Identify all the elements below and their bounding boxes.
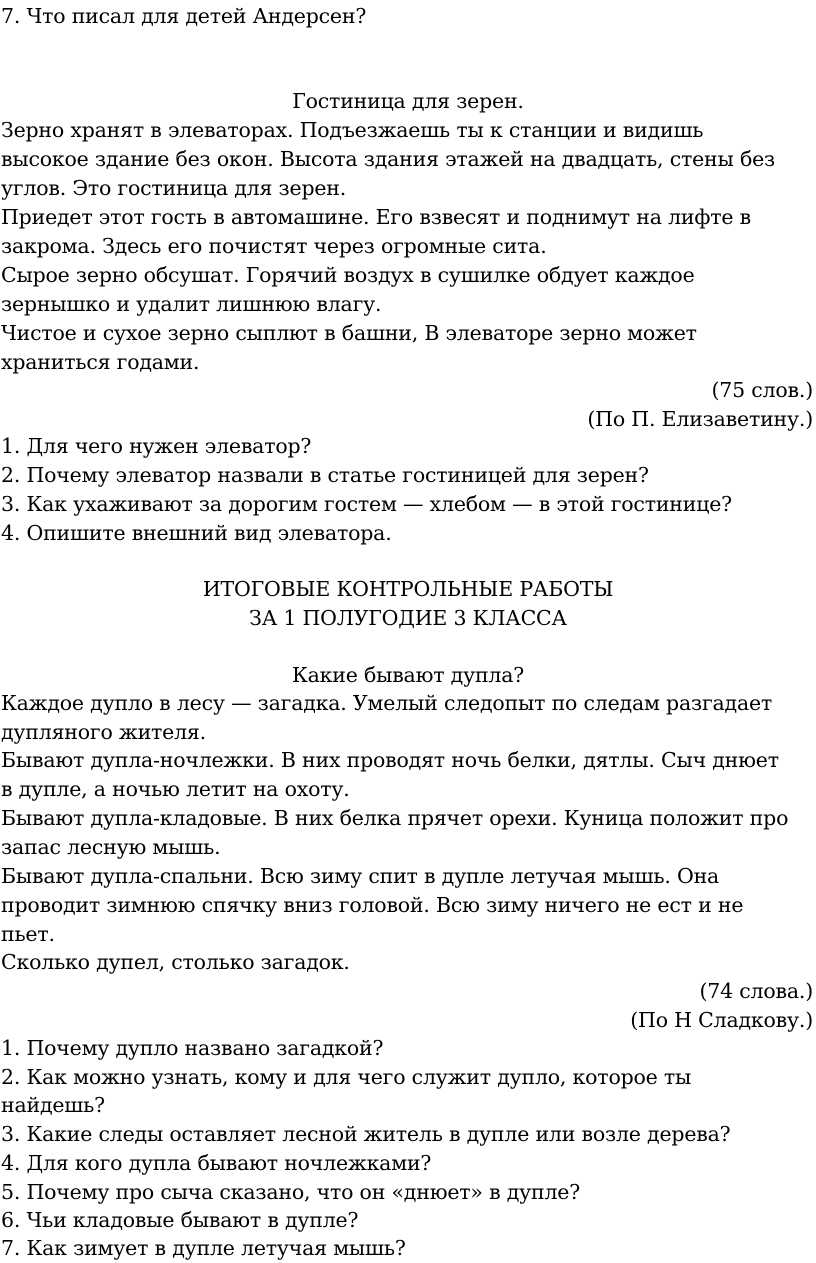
- story-text-line: в дупле, а ночью летит на охоту.: [1, 777, 350, 801]
- story-text-line: проводит зимнюю спячку вниз головой. Всю зиму ничего не ест и не: [1, 893, 744, 917]
- story-author: (По П. Елизаветину.): [587, 407, 813, 431]
- story-text-line: Бывают дупла-спальни. Всю зиму спит в дупле летучая мышь. Она: [1, 864, 720, 888]
- question-line: 1. Для чего нужен элеватор?: [1, 434, 312, 458]
- story-text-line: пьет.: [1, 922, 55, 946]
- story-text-line: зернышко и удалит лишнюю влагу.: [1, 292, 382, 316]
- story-title: Гостиница для зерен.: [292, 89, 524, 113]
- story-title: Какие бывают дупла?: [291, 663, 525, 687]
- question-line: 4. Опишите внешний вид элеватора.: [1, 521, 392, 545]
- question-line: 4. Для кого дупла бывают ночлежками?: [1, 1151, 432, 1175]
- question-line: 7. Как зимует в дупле летучая мышь?: [1, 1236, 406, 1260]
- question-line: 6. Чьи кладовые бывают в дупле?: [1, 1208, 359, 1232]
- word-count: (75 слов.): [711, 378, 813, 402]
- story-text-line: Каждое дупло в лесу — загадка. Умелый следопыт по следам разгадает: [1, 691, 773, 715]
- story-text-line: Сырое зерно обсушат. Горячий воздух в сушилке обдует каждое: [1, 263, 695, 287]
- story-text-line: дупляного жителя.: [1, 720, 206, 744]
- story-text-line: храниться годами.: [1, 350, 200, 374]
- question-line: 7. Что писал для детей Андерсен?: [1, 4, 367, 28]
- question-line: 2. Как можно узнать, кому и для чего служит дупло, которое ты: [1, 1065, 692, 1089]
- question-line: 5. Почему про сыча сказано, что он «днюет» в дупле?: [1, 1180, 581, 1204]
- question-line: 3. Как ухаживают за дорогим гостем — хлебом — в этой гостинице?: [1, 492, 732, 516]
- story-text-line: Приедет этот гость в автомашине. Его взвесят и поднимут на лифте в: [1, 205, 751, 229]
- story-text-line: Зерно хранят в элеваторах. Подъезжаешь ты к станции и видишь: [1, 118, 704, 142]
- story-text-line: запас лесную мышь.: [1, 835, 221, 859]
- story-author: (По Н Сладкову.): [630, 1008, 813, 1032]
- question-line: найдешь?: [1, 1093, 105, 1117]
- story-text-line: высокое здание без окон. Высота здания этажей на двадцать, стены без: [1, 147, 775, 171]
- section-heading: ЗА 1 ПОЛУГОДИЕ 3 КЛАССА: [249, 606, 567, 630]
- story-text-line: закрома. Здесь его почистят через огромные сита.: [1, 234, 547, 258]
- story-text-line: Бывают дупла-ночлежки. В них проводят ночь белки, дятлы. Сыч днюет: [1, 748, 779, 772]
- question-line: 3. Какие следы оставляет лесной житель в дупле или возле дерева?: [1, 1122, 731, 1146]
- question-line: 1. Почему дупло названо загадкой?: [1, 1036, 384, 1060]
- question-line: 2. Почему элеватор назвали в статье гостиницей для зерен?: [1, 463, 649, 487]
- word-count: (74 слова.): [699, 979, 813, 1003]
- story-text-line: Бывают дупла-кладовые. В них белка прячет орехи. Куница положит про: [1, 806, 789, 830]
- section-heading: ИТОГОВЫЕ КОНТРОЛЬНЫЕ РАБОТЫ: [202, 577, 614, 601]
- story-text-line: Сколько дупел, столько загадок.: [1, 950, 350, 974]
- story-text-line: углов. Это гостиница для зерен.: [1, 176, 347, 200]
- story-text-line: Чистое и сухое зерно сыплют в башни, В элеваторе зерно может: [1, 321, 697, 345]
